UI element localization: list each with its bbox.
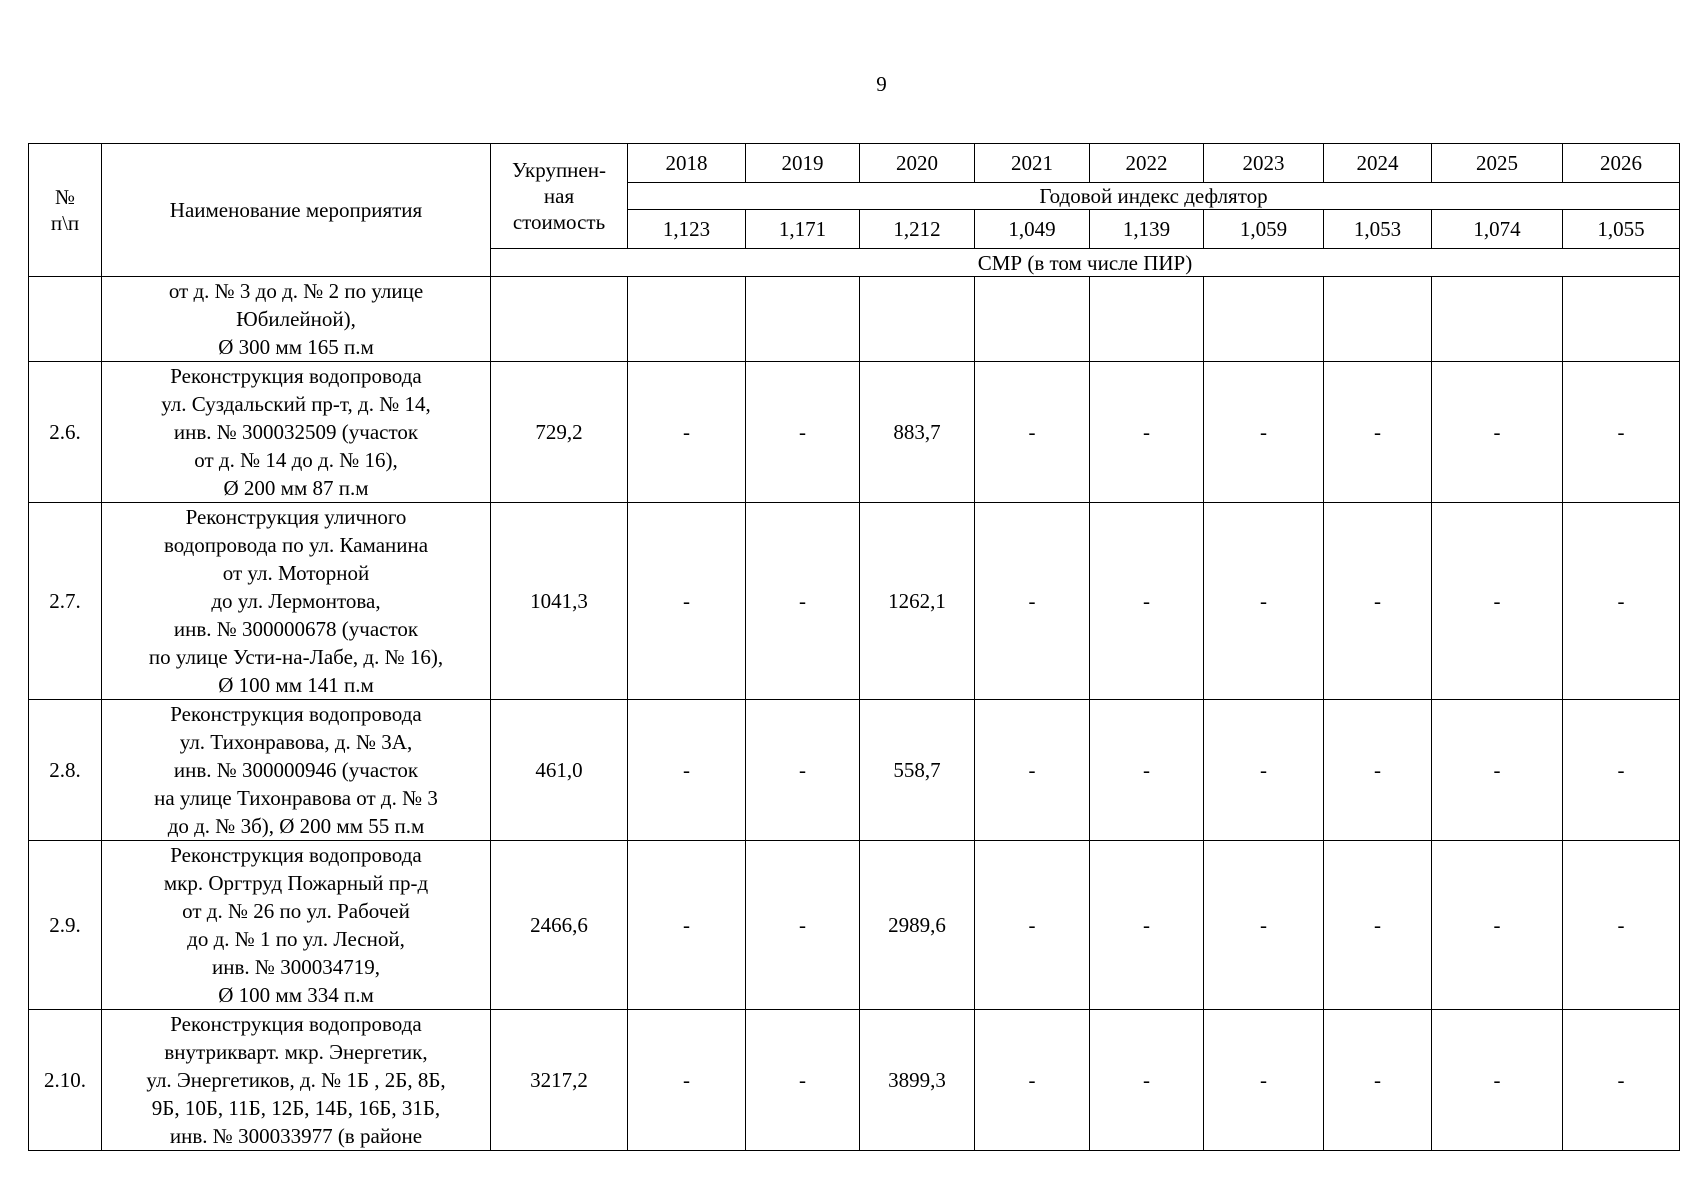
header-deflator: 1,139 (1090, 210, 1204, 249)
table-row (29, 277, 1680, 362)
year-value: - (1432, 503, 1563, 700)
enlarged-cost (491, 277, 628, 362)
year-value: - (1324, 503, 1432, 700)
year-value: - (746, 362, 860, 503)
year-value (860, 277, 975, 362)
year-value: - (1090, 503, 1204, 700)
year-value (1204, 277, 1324, 362)
table-row (29, 362, 1680, 503)
measure-name: Реконструкция водопровода внутрикварт. мкр. Энергетик, ул. Энергетиков, д. № 1Б , 2Б, 8Б, 9Б, 10Б, 11Б, 12Б, 14Б, 16Б, 31Б, инв. № 300033977 (в районе (102, 1010, 491, 1151)
year-value: - (628, 362, 746, 503)
measure-name: Реконструкция уличного водопровода по ул. Каманина от ул. Моторной до ул. Лермонтова, инв. № 300000678 (участок по улице Усти-на-Лабе, д. № 16), Ø 100 мм 141 п.м (102, 503, 491, 700)
enlarged-cost: 3217,2 (491, 1010, 628, 1151)
enlarged-cost: 2466,6 (491, 841, 628, 1010)
page-number: 9 (876, 72, 887, 96)
header-deflator: 1,055 (1563, 210, 1680, 249)
header-year: 2020 (860, 144, 975, 183)
year-value: 558,7 (860, 700, 975, 841)
year-value: 883,7 (860, 362, 975, 503)
enlarged-cost: 729,2 (491, 362, 628, 503)
year-value: - (1204, 1010, 1324, 1151)
year-value: - (1324, 700, 1432, 841)
year-value: - (1204, 841, 1324, 1010)
table-row (29, 700, 1680, 841)
header-deflator: 1,049 (975, 210, 1090, 249)
header-deflator: 1,212 (860, 210, 975, 249)
header-year: 2025 (1432, 144, 1563, 183)
year-value: - (1324, 1010, 1432, 1151)
year-value: - (975, 503, 1090, 700)
year-value (628, 277, 746, 362)
table-row (29, 841, 1680, 1010)
year-value: - (746, 1010, 860, 1151)
year-value: - (1432, 362, 1563, 503)
year-value: - (1090, 362, 1204, 503)
year-value: - (1204, 362, 1324, 503)
header-cost: Укрупнен- ная стоимость (491, 144, 628, 249)
header-name: Наименование мероприятия (102, 144, 491, 277)
year-value: - (1432, 700, 1563, 841)
year-value (1432, 277, 1563, 362)
investment-table (28, 143, 1680, 1151)
year-value: - (1563, 362, 1680, 503)
year-value: - (628, 841, 746, 1010)
header-year: 2024 (1324, 144, 1432, 183)
year-value: - (975, 1010, 1090, 1151)
header-deflator: 1,074 (1432, 210, 1563, 249)
row-number: 2.6. (29, 362, 102, 503)
header-row-years (29, 144, 1680, 183)
header-year: 2026 (1563, 144, 1680, 183)
year-value (746, 277, 860, 362)
year-value: - (1090, 700, 1204, 841)
header-year: 2021 (975, 144, 1090, 183)
header-year: 2018 (628, 144, 746, 183)
header-deflator: 1,053 (1324, 210, 1432, 249)
header-year: 2019 (746, 144, 860, 183)
year-value: - (1324, 362, 1432, 503)
year-value: 1262,1 (860, 503, 975, 700)
measure-name: от д. № 3 до д. № 2 по улице Юбилейной), Ø 300 мм 165 п.м (102, 277, 491, 362)
year-value: - (1563, 700, 1680, 841)
header-deflator: 1,059 (1204, 210, 1324, 249)
header-smr-label: СМР (в том числе ПИР) (491, 249, 1680, 277)
row-number (29, 277, 102, 362)
year-value: - (1090, 1010, 1204, 1151)
year-value: - (1432, 841, 1563, 1010)
year-value: - (1563, 1010, 1680, 1151)
year-value (975, 277, 1090, 362)
year-value: 2989,6 (860, 841, 975, 1010)
header-year: 2023 (1204, 144, 1324, 183)
year-value: - (1563, 841, 1680, 1010)
table-row (29, 503, 1680, 700)
year-value: - (1090, 841, 1204, 1010)
measure-name: Реконструкция водопровода ул. Тихонравова, д. № 3А, инв. № 300000946 (участок на улице Тихонравова от д. № 3 до д. № 3б), Ø 200 мм 55 п.м (102, 700, 491, 841)
header-deflator-label: Годовой индекс дефлятор (628, 183, 1680, 210)
enlarged-cost: 461,0 (491, 700, 628, 841)
year-value: - (1563, 503, 1680, 700)
year-value: - (975, 362, 1090, 503)
year-value: - (628, 1010, 746, 1151)
measure-name: Реконструкция водопровода ул. Суздальский пр-т, д. № 14, инв. № 300032509 (участок от д. № 14 до д. № 16), Ø 200 мм 87 п.м (102, 362, 491, 503)
year-value: - (975, 841, 1090, 1010)
year-value: - (746, 841, 860, 1010)
header-year: 2022 (1090, 144, 1204, 183)
year-value: - (746, 503, 860, 700)
enlarged-cost: 1041,3 (491, 503, 628, 700)
year-value: - (1204, 700, 1324, 841)
year-value: - (746, 700, 860, 841)
year-value: - (628, 700, 746, 841)
table-row (29, 1010, 1680, 1151)
header-num: № п\п (29, 144, 102, 277)
header-deflator: 1,123 (628, 210, 746, 249)
row-number: 2.9. (29, 841, 102, 1010)
year-value (1090, 277, 1204, 362)
year-value: - (1324, 841, 1432, 1010)
year-value (1324, 277, 1432, 362)
year-value: 3899,3 (860, 1010, 975, 1151)
row-number: 2.10. (29, 1010, 102, 1151)
measure-name: Реконструкция водопровода мкр. Оргтруд Пожарный пр-д от д. № 26 по ул. Рабочей до д. № 1 по ул. Лесной, инв. № 300034719, Ø 100 мм 334 п.м (102, 841, 491, 1010)
year-value: - (628, 503, 746, 700)
year-value: - (1204, 503, 1324, 700)
year-value: - (1432, 1010, 1563, 1151)
year-value (1563, 277, 1680, 362)
header-deflator: 1,171 (746, 210, 860, 249)
row-number: 2.8. (29, 700, 102, 841)
row-number: 2.7. (29, 503, 102, 700)
year-value: - (975, 700, 1090, 841)
